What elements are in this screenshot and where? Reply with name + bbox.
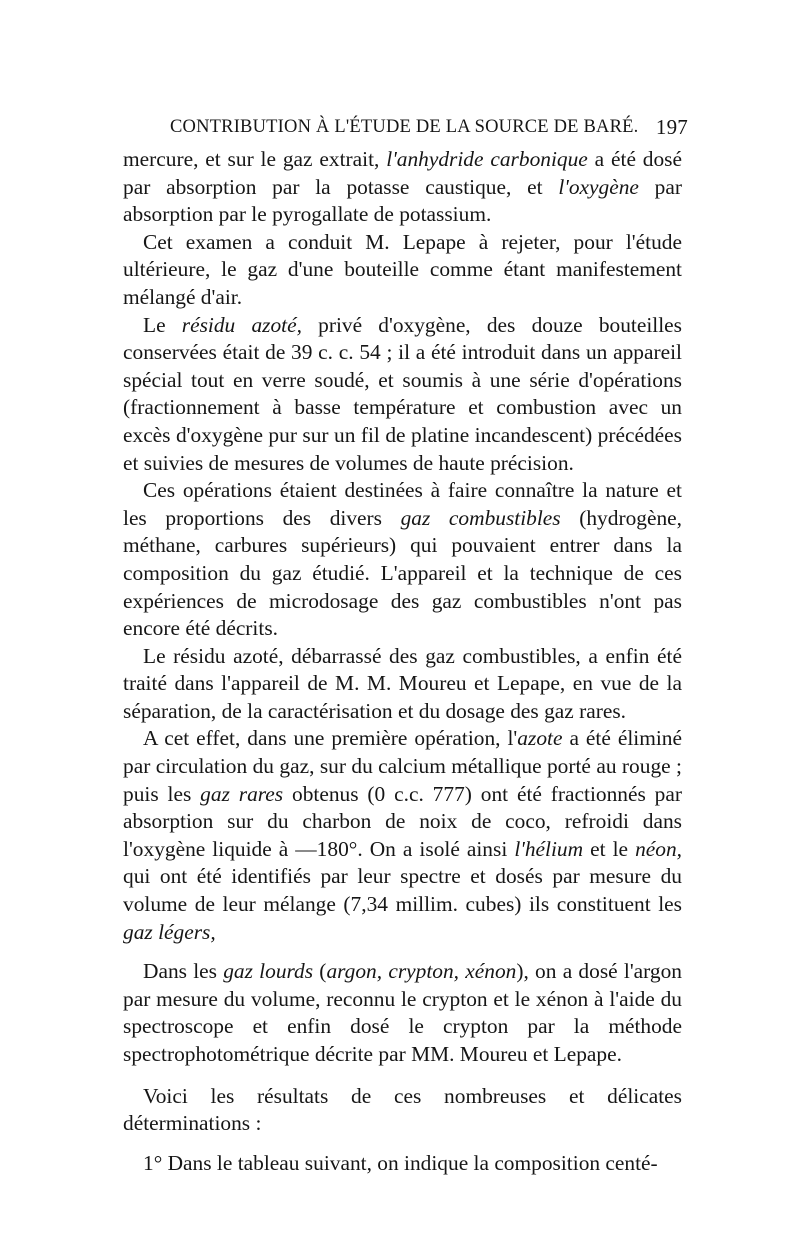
text-run: (	[313, 959, 327, 984]
text-run: (hydrogène, méthane, carbures supérieurs) qui pouvaient entrer dans la composition du gaz étudié. L'appareil et la technique de ces expériences de microdosage des gaz combustibles n'ont pas encore été décrits.	[123, 505, 682, 641]
text-run: mercure, et sur le gaz extrait,	[123, 147, 387, 171]
text-run: qui ont été identifiés par leur spectre et dosés par mesure du volume de leur mélange (7,34 millim. cubes) ils constituent les	[123, 864, 682, 917]
text-run: ), on a dosé l'argon par mesure du volume, reconnu le crypton et le xénon à l'aide du spectroscope et enfin dosé le crypton par la méthode spectrophotométrique décrite par MM. Moureu et Lepape.	[123, 959, 682, 1066]
italic-text-run: l'oxygène	[558, 174, 639, 199]
text-run: privé d'oxygène, des douze bouteilles conservées était de 39 c. c. 54 ; il a été introduit dans un appareil spécial tout en verre soudé, et soumis à une série d'opérations (fractionnement à basse température et combustion avec un excès d'oxygène pur sur un fil de platine incandescent) précédées et suivies de mesures de volumes de haute précision.	[123, 312, 683, 475]
paragraph	[123, 146, 682, 229]
page-number: 197	[655, 115, 688, 139]
paragraph	[123, 477, 682, 643]
text-run: par absorption par le pyrogallate de potassium.	[123, 174, 682, 227]
paragraph	[123, 1150, 682, 1178]
italic-text-run: gaz rares	[200, 781, 284, 806]
text-run: Ces opérations étaient destinées à faire connaître la nature et les proportions des divers	[123, 478, 682, 530]
italic-text-run: néon,	[635, 836, 682, 861]
text-run: Voici les résultats de ces nombreuses et délicates déterminations :	[123, 1083, 682, 1136]
paragraph	[123, 643, 682, 726]
text-run: Le	[143, 312, 182, 337]
text-run: Dans les	[143, 959, 224, 984]
running-header	[160, 117, 688, 147]
text-run: Le résidu azoté, débarrassé des gaz combustibles, a enfin été traité dans l'appareil de M. M. Moureu et Lepape, en vue de la séparation, de la caractérisation et du dosage des gaz rares.	[123, 643, 682, 723]
text-run: et le	[583, 836, 636, 861]
running-title: CONTRIBUTION À L'ÉTUDE DE LA SOURCE DE BARÉ.	[170, 117, 639, 137]
italic-text-run: gaz combustibles	[400, 505, 561, 530]
italic-text-run: azote	[517, 726, 563, 751]
text-run: a été dosé par absorption par la potasse caustique, et	[123, 147, 683, 199]
text-run: Cet examen a conduit M. Lepape à rejeter, pour l'étude ultérieure, le gaz d'une bouteille comme étant manifestement mélangé d'air.	[123, 229, 682, 309]
italic-text-run: l'hélium	[514, 836, 584, 861]
paragraph	[123, 725, 682, 946]
paragraph	[123, 312, 682, 478]
text-run: A cet effet, dans une première opération, l'	[143, 726, 518, 751]
page-body	[123, 146, 682, 1177]
text-run: obtenus (0 c.c. 777) ont été fractionnés par absorption sur du charbon de noix de coco, refroidi dans l'oxygène liquide à —180°. On a isolé ainsi	[123, 781, 682, 861]
text-run: 1° Dans le tableau suivant, on indique la composition centé-	[143, 1150, 658, 1175]
paragraph	[123, 958, 682, 1068]
italic-text-run: résidu azoté,	[181, 312, 302, 337]
paragraph	[123, 229, 682, 312]
italic-text-run: argon, crypton, xénon	[326, 959, 517, 984]
italic-text-run: l'anhydride carbonique	[386, 147, 588, 171]
text-run: a été éliminé par circulation du gaz, sur du calcium métallique porté au rouge ; puis les	[123, 726, 682, 806]
italic-text-run: gaz lourds	[223, 959, 314, 984]
paragraph	[123, 1083, 682, 1138]
italic-text-run: gaz légers,	[123, 919, 216, 944]
